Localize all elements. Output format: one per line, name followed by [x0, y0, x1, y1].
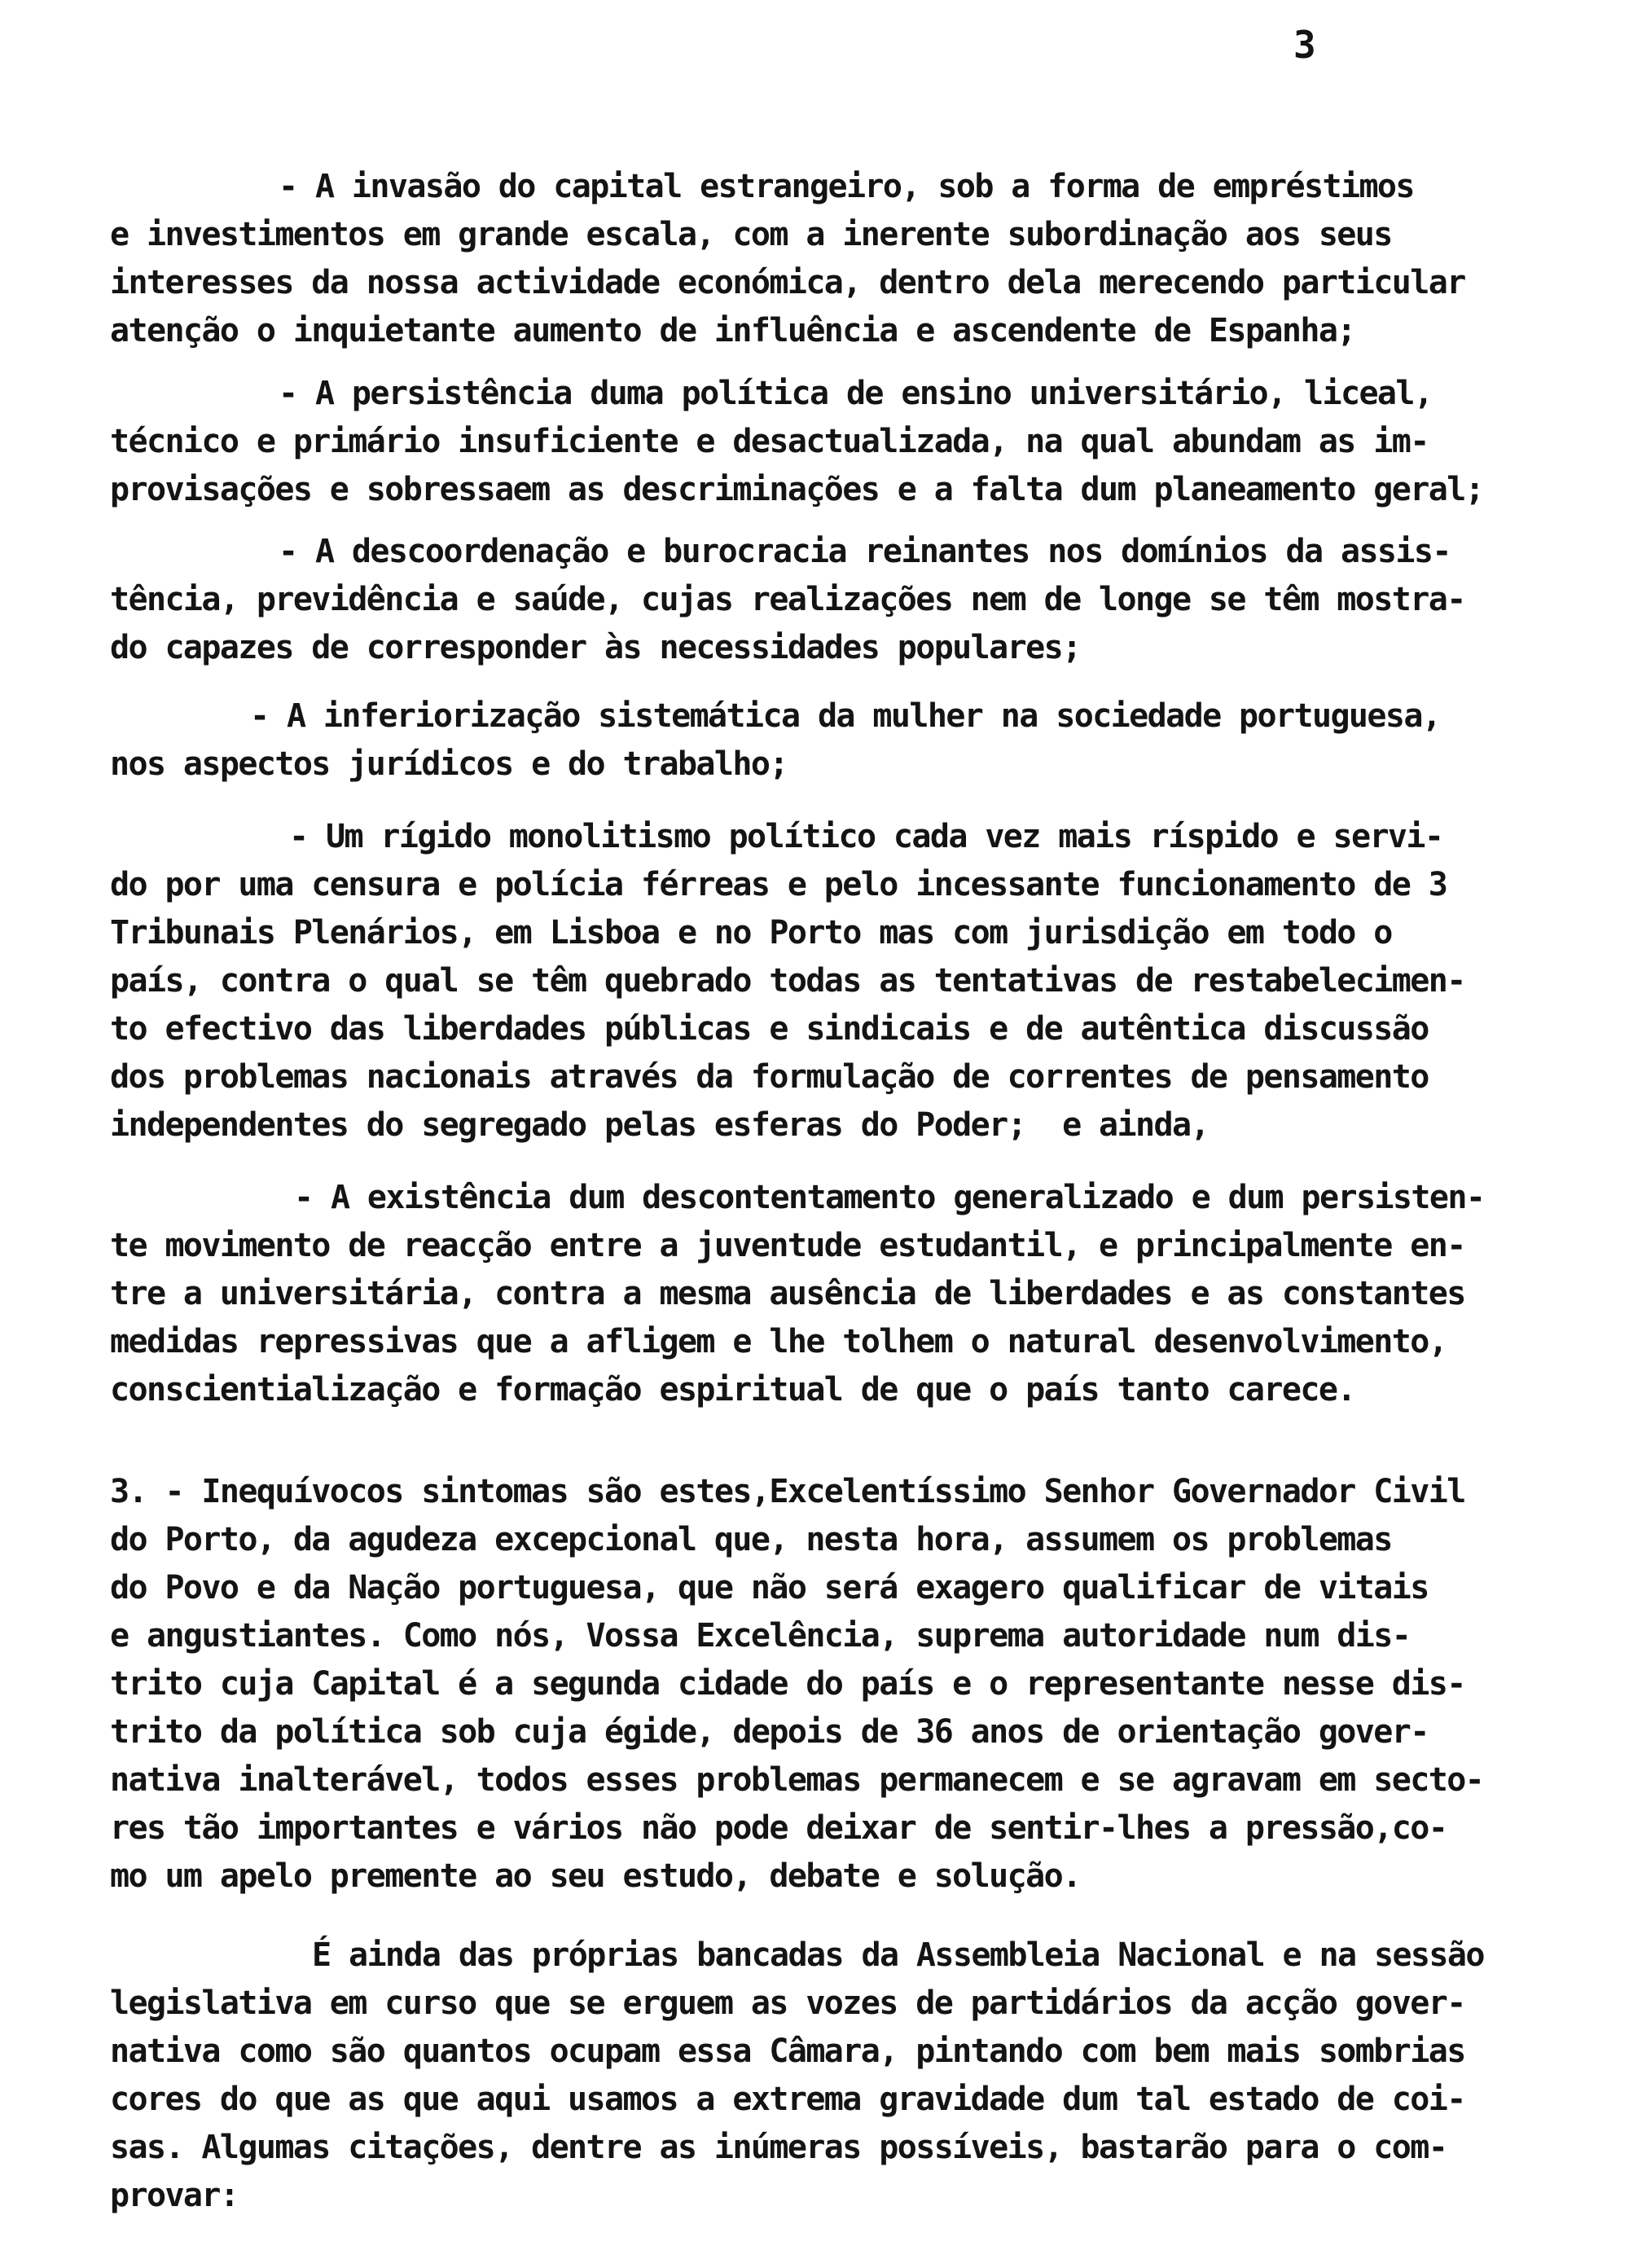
- text-line: nativa inalterável, todos esses problemas permanecem e se agravam em secto-: [110, 1761, 1484, 1799]
- paragraph-section-3: [110, 1468, 1600, 1901]
- text-line: te movimento de reacção entre a juventude estudantil, e principalmente en-: [110, 1227, 1465, 1264]
- text-line: conscientialização e formação espiritual de que o país tanto carece.: [110, 1371, 1355, 1409]
- text-line: legislativa em curso que se erguem as vozes de partidários da acção gover-: [110, 1984, 1465, 2022]
- text-line: Tribunais Plenários, em Lisboa e no Porto mas com jurisdição em todo o: [110, 914, 1392, 952]
- text-line: nos aspectos jurídicos e do trabalho;: [110, 745, 788, 783]
- text-line: sas. Algumas citações, dentre as inúmeras possíveis, bastarão para o com-: [110, 2129, 1447, 2166]
- text-line: do capazes de corresponder às necessidades populares;: [110, 629, 1081, 666]
- paragraph-foreign-capital: [110, 163, 1600, 355]
- text-line: nativa como são quantos ocupam essa Câmara, pintando com bem mais sombrias: [110, 2033, 1465, 2070]
- paragraph-women: [110, 692, 1600, 789]
- text-line: provisações e sobressaem as descriminações e a falta dum planeamento geral;: [110, 471, 1484, 508]
- text-line: e investimentos em grande escala, com a inerente subordinação aos seus: [110, 216, 1392, 253]
- text-line: trito da política sob cuja égide, depois de 36 anos de orientação gover-: [110, 1713, 1429, 1751]
- paragraph-student-movement: [110, 1174, 1600, 1414]
- text-line: país, contra o qual se têm quebrado todas as tentativas de restabelecimen-: [110, 962, 1465, 1000]
- paragraph-national-assembly: [110, 1932, 1600, 2220]
- text-line: dos problemas nacionais através da formulação de correntes de pensamento: [110, 1058, 1429, 1096]
- paragraph-political-monolithism: [110, 813, 1600, 1149]
- text-line: independentes do segregado pelas esferas do Poder; e ainda,: [110, 1106, 1209, 1144]
- text-line: cores do que as que aqui usamos a extrema gravidade dum tal estado de coi-: [110, 2081, 1465, 2118]
- text-line: - A invasão do capital estrangeiro, sob a forma de empréstimos: [279, 168, 1414, 205]
- text-line: do Porto, da agudeza excepcional que, nesta hora, assumem os problemas: [110, 1521, 1392, 1558]
- text-line: medidas repressivas que a afligem e lhe tolhem o natural desenvolvimento,: [110, 1323, 1447, 1360]
- text-line: tre a universitária, contra a mesma ausência de liberdades e as constantes: [110, 1275, 1465, 1312]
- text-line: do Povo e da Nação portuguesa, que não será exagero qualificar de vitais: [110, 1569, 1429, 1606]
- text-line: - A persistência duma política de ensino universitário, liceal,: [279, 375, 1433, 412]
- page-number: 3: [1293, 23, 1316, 67]
- paragraph-health-welfare: [110, 528, 1600, 672]
- text-line: 3. - Inequívocos sintomas são estes,Excelentíssimo Senhor Governador Civil: [110, 1473, 1465, 1510]
- text-line: res tão importantes e vários não pode deixar de sentir-lhes a pressão,co-: [110, 1809, 1447, 1847]
- text-line: - A existência dum descontentamento generalizado e dum persisten-: [294, 1179, 1485, 1216]
- text-line: É ainda das próprias bancadas da Assembleia Nacional e na sessão: [312, 1936, 1484, 1974]
- text-line: to efectivo das liberdades públicas e sindicais e de autêntica discussão: [110, 1010, 1429, 1048]
- text-line: - A descoordenação e burocracia reinantes nos domínios da assis-: [279, 533, 1451, 570]
- text-line: e angustiantes. Como nós, Vossa Excelência, suprema autoridade num dis-: [110, 1617, 1411, 1655]
- text-line: provar:: [110, 2177, 239, 2214]
- text-line: - Um rígido monolitismo político cada vez mais ríspido e servi-: [289, 818, 1443, 855]
- text-line: trito cuja Capital é a segunda cidade do país e o representante nesse dis-: [110, 1665, 1465, 1703]
- text-line: - A inferiorização sistemática da mulher na sociedade portuguesa,: [250, 697, 1441, 735]
- text-line: interesses da nossa actividade económica, dentro dela merecendo particular: [110, 264, 1465, 301]
- text-line: atenção o inquietante aumento de influência e ascendente de Espanha;: [110, 312, 1355, 349]
- text-line: técnico e primário insuficiente e desactualizada, na qual abundam as im-: [110, 423, 1429, 460]
- text-line: mo um apelo premente ao seu estudo, debate e solução.: [110, 1857, 1081, 1895]
- text-line: do por uma censura e polícia férreas e pelo incessante funcionamento de 3: [110, 866, 1447, 903]
- text-line: tência, previdência e saúde, cujas realizações nem de longe se têm mostra-: [110, 581, 1465, 618]
- paragraph-education-policy: [110, 370, 1600, 514]
